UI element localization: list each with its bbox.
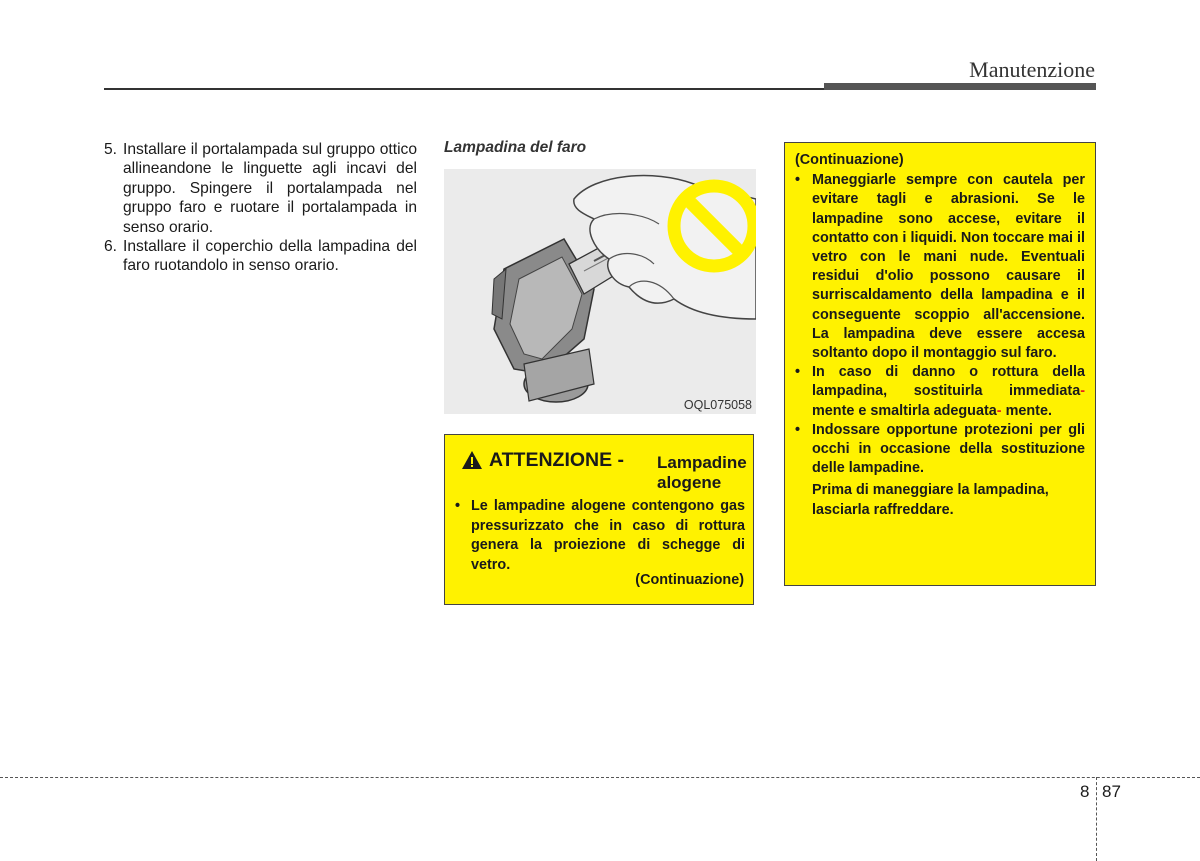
- continuation-bullet: [795, 171, 1085, 363]
- warning-box: [444, 434, 754, 605]
- header-rule: [104, 88, 824, 90]
- bullet-dot: •: [795, 421, 801, 438]
- continuation-box: [784, 142, 1096, 586]
- continuation-bullet: [795, 421, 1085, 479]
- footer-rule: [0, 777, 1200, 778]
- warning-subtitle: Lampadine: [657, 453, 747, 472]
- step-number: 6.: [104, 238, 118, 256]
- bullet-text-part: In caso di danno o rottura della lampadina, sostituirla immediata: [812, 364, 1085, 400]
- step-number: 5.: [104, 141, 118, 158]
- bullet-text: [812, 364, 1085, 418]
- warning-triangle-icon: [461, 450, 483, 470]
- bullet-text: Indossare opportune protezioni per gli occhi in occasione della sostituzione delle lampadine.: [812, 421, 1085, 477]
- bullet-text-part: mente e smaltirla adeguata: [812, 402, 997, 419]
- step-item: [104, 237, 417, 276]
- step-item: [104, 140, 417, 237]
- footer-divider: [1096, 777, 1097, 861]
- instruction-steps: [104, 140, 417, 276]
- bullet-dot: •: [795, 364, 801, 381]
- header-rule-accent: [824, 83, 1096, 90]
- hyphen-mark: -: [1080, 383, 1085, 400]
- bullet-dot: •: [455, 498, 461, 514]
- hyphen-mark: -: [996, 402, 1002, 419]
- bullet-dot: •: [795, 172, 801, 189]
- headlamp-bulb-figure: [444, 169, 756, 414]
- figure-code: OQL075058: [683, 398, 752, 412]
- warning-subtitle: alogene: [657, 473, 722, 492]
- bullet-text-part: mente.: [1005, 402, 1052, 419]
- bullet-text: Maneggiarle sempre con cautela per evitare tagli e abrasioni. Se le lampadine sono accese, evitare il contatto con i liquidi. Non toccare mai il vetro con le mani nude. Eventuali residui d'olio possono causare il surriscaldamento della lampadina e il conseguente scoppio all'accensione. La lampadina deve essere accesa soltanto dopo il montaggio sul faro.: [812, 172, 1085, 362]
- continuation-bullet: [795, 363, 1085, 421]
- continued-label: (Continuazione): [635, 572, 744, 588]
- warning-title: ATTENZIONE -: [489, 449, 625, 471]
- continuation-heading: (Continuazione): [795, 152, 904, 168]
- step-text: Installare il portalampada sul gruppo ottico allineandone le linguette agli incavi del gruppo. Spingere il portalampada nel gruppo faro e ruotare il portalampada in senso orario.: [123, 141, 417, 236]
- figure-caption: Lampadina del faro: [444, 139, 587, 156]
- page-number: 87: [1102, 782, 1121, 801]
- step-text: Installare il coperchio della lampadina del faro ruotandolo in senso orario.: [123, 238, 417, 275]
- warning-bullet: [455, 497, 745, 575]
- section-title: Manutenzione: [969, 57, 1095, 82]
- warning-text: Le lampadine alogene contengono gas pressurizzato che in caso di rottura genera la proiezione di schegge di vetro.: [471, 498, 745, 573]
- continuation-paragraph: Prima di maneggiare la lampadina, lasciarla raffreddare.: [812, 482, 1049, 518]
- hand-holding-bulb-illustration: [444, 169, 756, 414]
- chapter-number: 8: [1080, 782, 1090, 801]
